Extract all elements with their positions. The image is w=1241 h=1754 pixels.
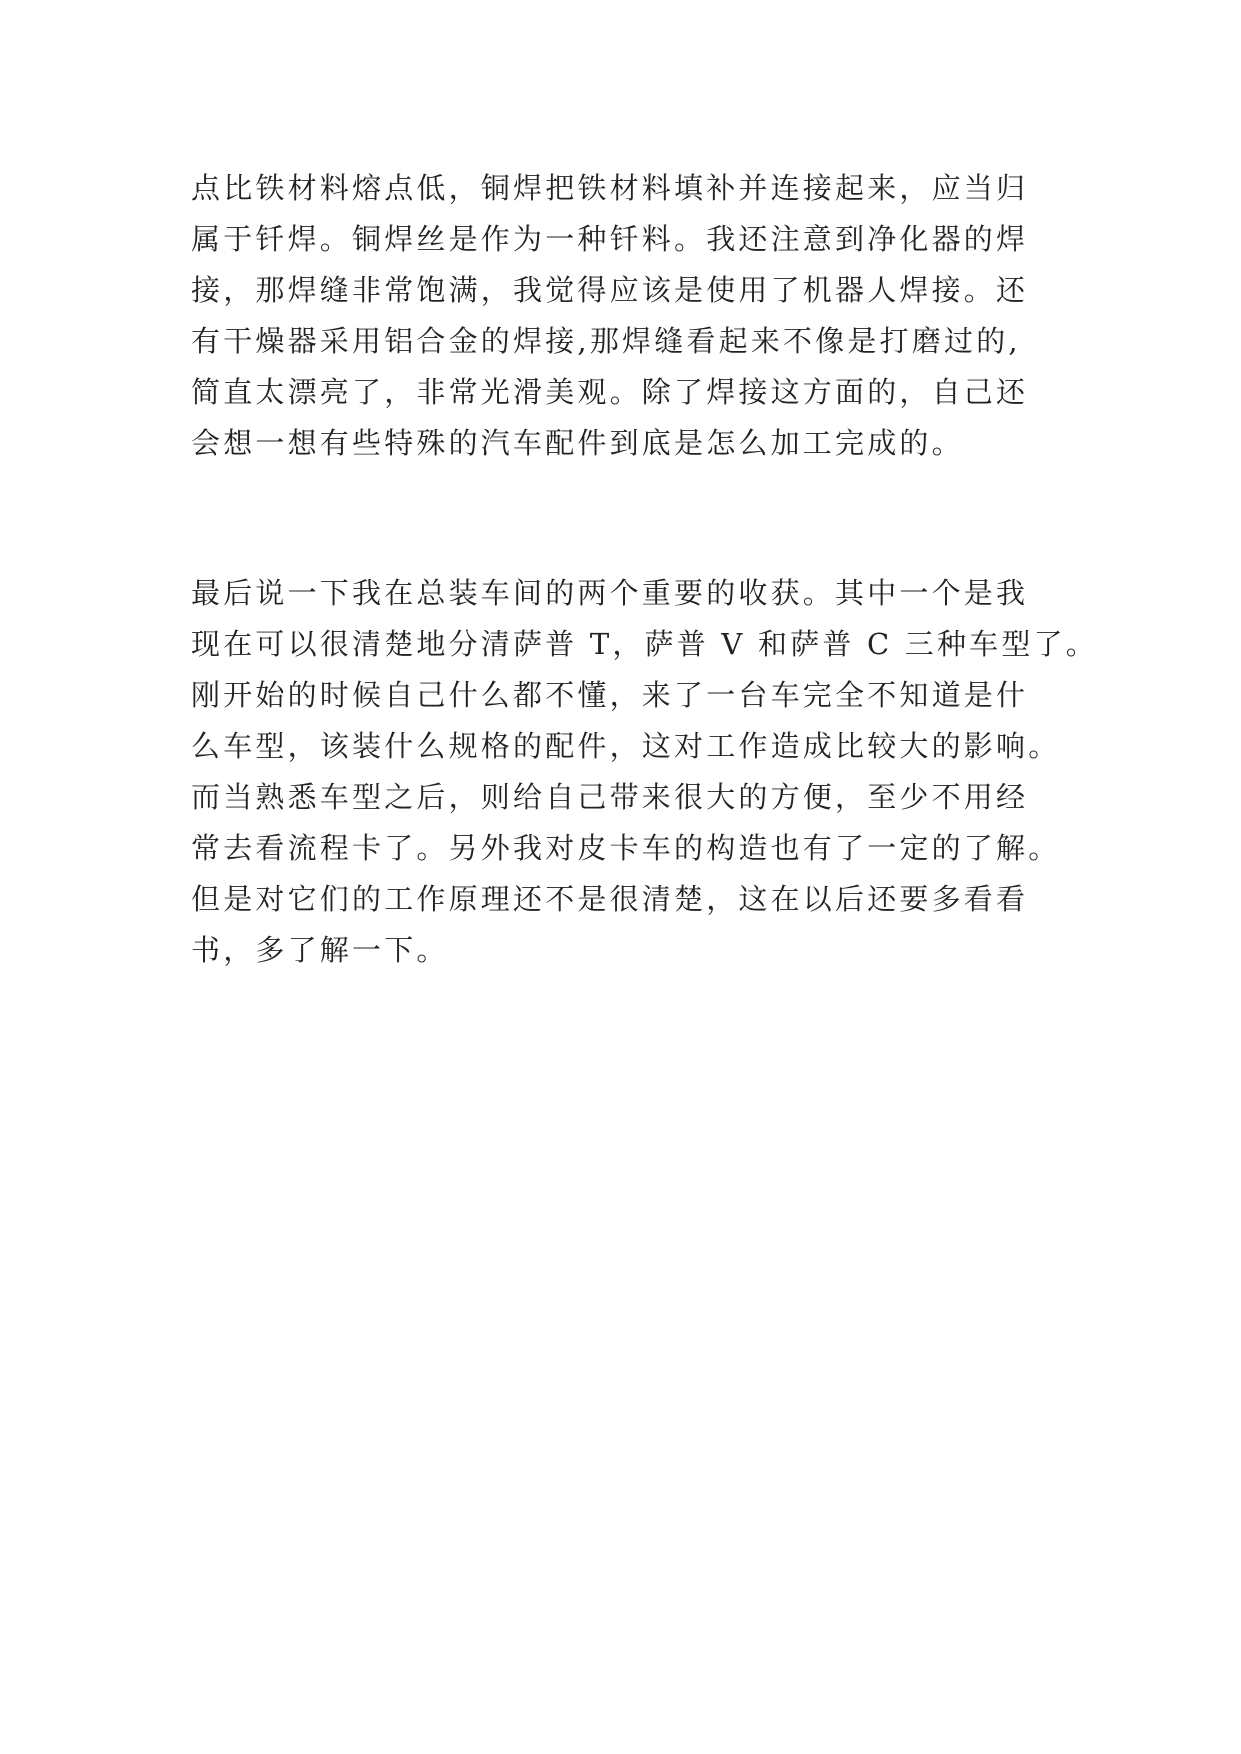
paragraph-welding [191, 163, 1091, 469]
text-line: 简直太漂亮了，非常光滑美观。除了焊接这方面的，自己还 [191, 375, 1029, 409]
text-line: 点比铁材料熔点低，铜焊把铁材料填补并连接起来，应当归 [191, 171, 1029, 205]
text-line: 但是对它们的工作原理还不是很清楚，这在以后还要多看看 [191, 882, 1029, 916]
text-line: 而当熟悉车型之后，则给自己带来很大的方便，至少不用经 [191, 780, 1029, 814]
text-line: 书，多了解一下。 [191, 933, 449, 967]
text-line: 刚开始的时候自己什么都不懂，来了一台车完全不知道是什 [191, 678, 1029, 712]
text-line: 属于钎焊。铜焊丝是作为一种钎料。我还注意到净化器的焊 [191, 222, 1029, 256]
text-line: 么车型，该装什么规格的配件，这对工作造成比较大的影响。 [191, 729, 1061, 763]
text-line: 最后说一下我在总装车间的两个重要的收获。其中一个是我 [191, 576, 1029, 610]
text-line: 接，那焊缝非常饱满，我觉得应该是使用了机器人焊接。还 [191, 273, 1029, 307]
paragraph-assembly [191, 568, 1098, 976]
text-line: 常去看流程卡了。另外我对皮卡车的构造也有了一定的了解。 [191, 831, 1061, 865]
text-line: 现在可以很清楚地分清萨普 T，萨普 V 和萨普 C 三种车型了。 [191, 627, 1098, 661]
text-line: 会想一想有些特殊的汽车配件到底是怎么加工完成的。 [191, 426, 964, 460]
text-line: 有干燥器采用铝合金的焊接,那焊缝看起来不像是打磨过的, [191, 324, 1021, 358]
